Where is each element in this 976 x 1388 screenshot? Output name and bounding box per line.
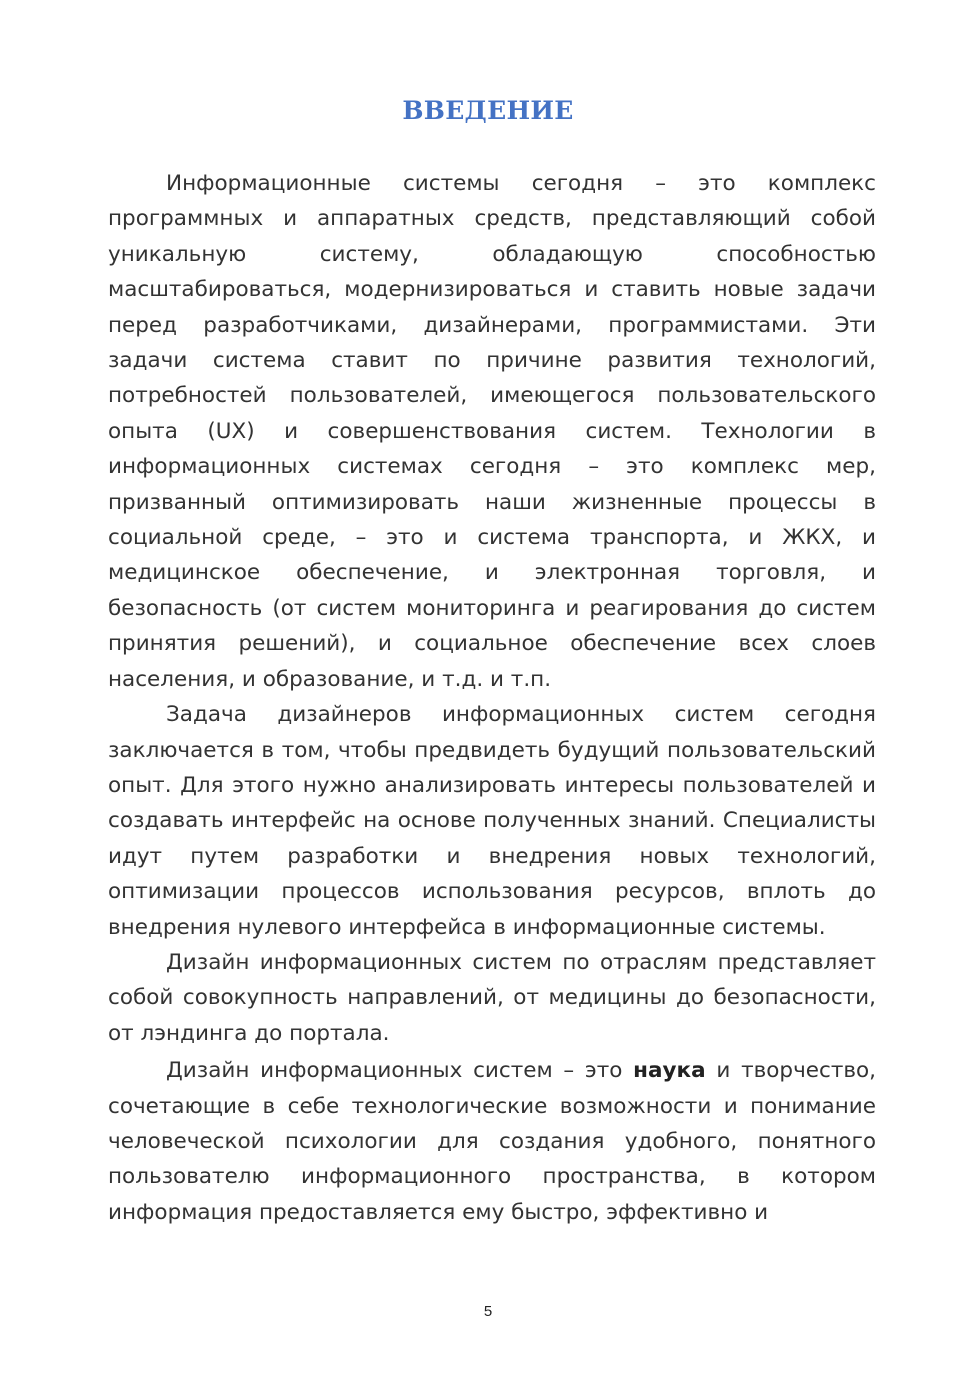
paragraph-1: Информационные системы сегодня – это комплекс программных и аппаратных средств, представляющий собой уникальную систему, обладающую способностью масштабироваться, модернизироваться и ставить новые задачи перед разработчиками, дизайнерами, программистами. Эти задачи система ставит по причине развития технологий, потребностей пользователей, имеющегося пользовательского опыта (UX) и совершенствования систем. Технологии в информационных системах сегодня – это комплекс мер, призванный оптимизировать наши жизненные процессы в социальной среде, – это и система транспорта, и ЖКХ, и медицинское обеспечение, и электронная торговля, и безопасность (от систем мониторинга и реагирования до систем принятия решений), и социальное обеспечение всех слоев населения, и образование, и т.д. и т.п. <box>108 171 876 692</box>
paragraph-4 <box>108 1053 876 1230</box>
bold-term: наука <box>633 1058 706 1084</box>
paragraph-2: Задача дизайнеров информационных систем сегодня заключается в том, чтобы предвидеть будущий пользовательский опыт. Для этого нужно анализировать интересы пользователей и создавать интерфейс на основе полученных знаний. Специалисты идут путем разработки и внедрения новых технологий, оптимизации процессов использования ресурсов, вплоть до внедрения нулевого интерфейса в информационные системы. <box>108 702 876 940</box>
paragraph-4-end: и творчество, сочетающие в себе технологические возможности и понимание человеческой психологии для создания удобного, понятного пользователю информационного пространства, в котором информация предоставляется ему быстро, эффективно и <box>108 1058 876 1225</box>
body-text <box>108 166 876 1230</box>
paragraph-4-start: Дизайн информационных систем – это <box>166 1058 634 1084</box>
paragraph-3: Дизайн информационных систем по отраслям представляет собой совокупность направлений, от медицины до безопасности, от лэндинга до портала. <box>108 949 876 1046</box>
page-number: 5 <box>483 1303 493 1320</box>
section-title: ВВЕДЕНИЕ <box>402 96 574 125</box>
